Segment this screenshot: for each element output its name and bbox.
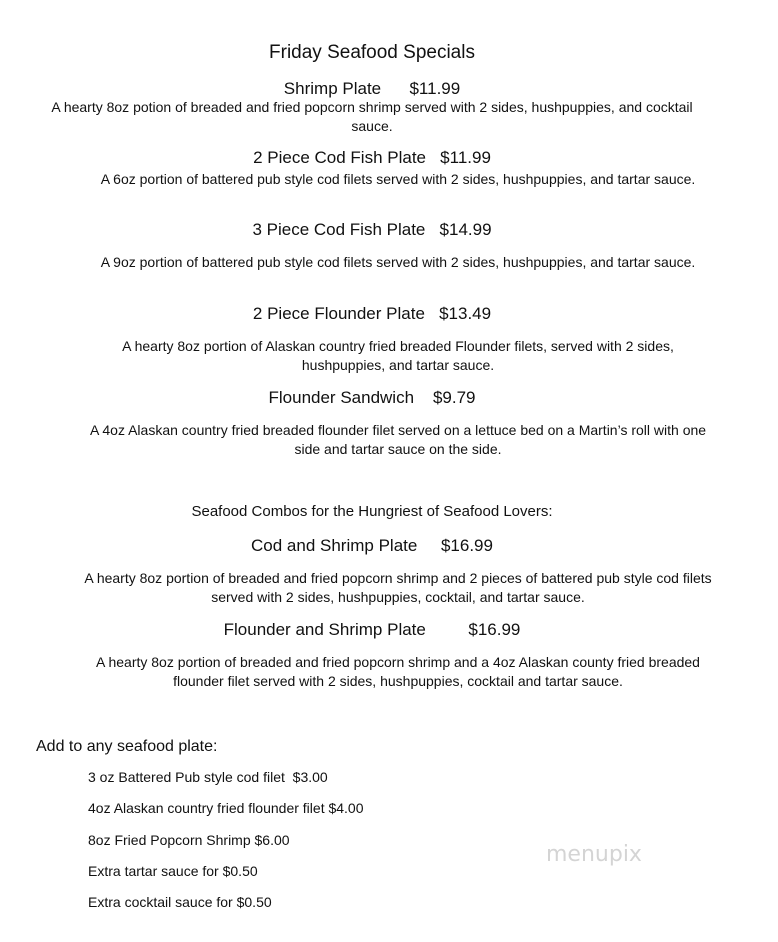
item-name: 2 Piece Flounder Plate [252, 304, 425, 323]
menu-item-3-piece-cod [0, 219, 744, 241]
addons-title: Add to any seafood plate: [36, 738, 218, 755]
item-name: 2 Piece Cod Fish Plate [253, 148, 426, 167]
item-price: $11.99 [440, 148, 491, 167]
addon-item: 3 oz Battered Pub style cod filet $3.00 [88, 769, 328, 785]
addon-item: 4oz Alaskan country fried flounder filet $4.00 [88, 800, 364, 816]
addon-item: Extra tartar sauce for $0.50 [88, 863, 258, 879]
item-description: A hearty 8oz portion of Alaskan country fried breaded Flounder filets, served with 2 sides, hushpuppies, and tartar sauce. [122, 338, 674, 373]
item-price: $14.99 [439, 220, 492, 239]
menu-item-flounder-and-shrimp [0, 619, 744, 641]
item-description: A hearty 8oz portion of breaded and fried popcorn shrimp and 2 pieces of battered pub style cod filets served with 2 sides, hushpuppies, cocktail, and tartar sauce. [84, 570, 712, 605]
item-price: $13.49 [439, 304, 492, 323]
item-name: Flounder and Shrimp Plate [223, 620, 426, 639]
addon-item: Extra cocktail sauce for $0.50 [88, 894, 272, 910]
item-name: Cod and Shrimp Plate [251, 536, 418, 555]
watermark-logo: menupix [546, 842, 642, 867]
item-name: 3 Piece Cod Fish Plate [252, 220, 426, 239]
combos-title: Seafood Combos for the Hungriest of Seafood Lovers: [191, 503, 553, 520]
menu-item-2-piece-flounder [0, 303, 744, 325]
item-price: $11.99 [409, 79, 461, 98]
item-price: $16.99 [468, 620, 521, 639]
menu-item-flounder-sandwich [0, 387, 744, 409]
item-price: $16.99 [440, 536, 493, 555]
menu-item-cod-and-shrimp [0, 535, 744, 557]
item-price: $9.79 [432, 388, 476, 407]
addon-item: 8oz Fried Popcorn Shrimp $6.00 [88, 832, 290, 848]
item-description: A 4oz Alaskan country fried breaded flounder filet served on a lettuce bed on a Martin’s roll with one side and tartar sauce on the side. [89, 422, 707, 457]
item-description: A 6oz portion of battered pub style cod filets served with 2 sides, hushpuppies, and tartar sauce. [100, 171, 696, 187]
item-name: Shrimp Plate [283, 79, 382, 98]
item-description: A hearty 8oz portion of breaded and fried popcorn shrimp and a 4oz Alaskan county fried breaded flounder filet served with 2 sides, hushpuppies, cocktail and tartar sauce. [96, 654, 700, 689]
page-title: Friday Seafood Specials [269, 42, 475, 63]
menu-item-2-piece-cod [0, 147, 744, 169]
menu-item-shrimp-plate [0, 78, 744, 100]
item-description: A 9oz portion of battered pub style cod filets served with 2 sides, hushpuppies, and tartar sauce. [100, 254, 696, 270]
item-name: Flounder Sandwich [268, 388, 415, 407]
item-description: A hearty 8oz potion of breaded and fried popcorn shrimp served with 2 sides, hushpuppies, and cocktail sauce. [51, 99, 693, 134]
